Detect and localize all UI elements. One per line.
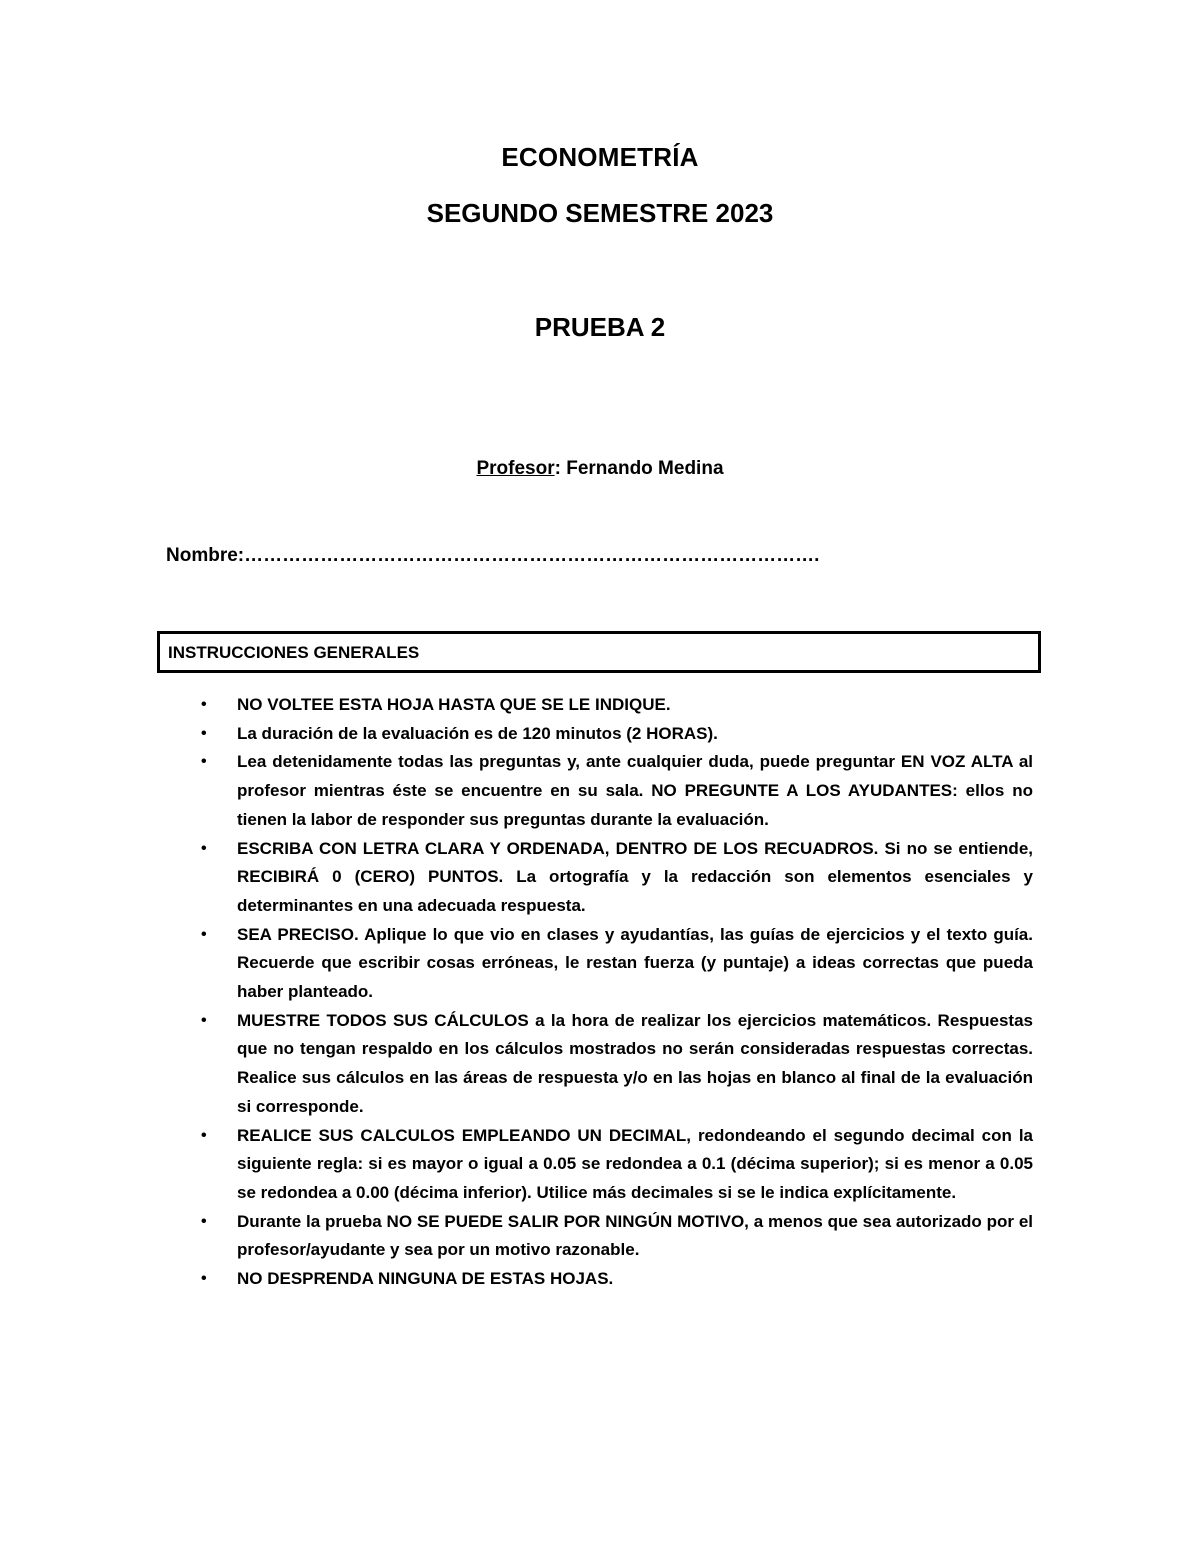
professor-separator: : (554, 458, 567, 479)
bullet-icon: • (201, 925, 207, 943)
instruction-text: La duración de la evaluación es de 120 minutos (2 HORAS). (237, 723, 718, 743)
instruction-text: MUESTRE TODOS SUS CÁLCULOS a la hora de realizar los ejercicios matemáticos. Respuestas que no tengan respaldo en los cálculos mostrados no serán consideradas respuestas correctas. Realice sus cálculos en las áreas de respuesta y/o en las hojas en blanco al final de la evaluación si corresponde. (237, 1010, 1033, 1116)
semester-title: SEGUNDO SEMESTRE 2023 (426, 198, 774, 228)
professor-label: Profesor (476, 458, 555, 479)
instruction-text: NO VOLTEE ESTA HOJA HASTA QUE SE LE INDIQUE. (237, 695, 671, 714)
instruction-text: SEA PRECISO. Aplique lo que vio en clases y ayudantías, las guías de ejercicios y el texto guía. Recuerde que escribir cosas erróneas, le restan fuerza (y puntaje) a ideas correctas que pueda haber planteado. (237, 924, 1033, 1002)
bullet-icon: • (201, 1126, 207, 1144)
course-title: ECONOMETRÍA (501, 142, 699, 172)
instruction-text: ESCRIBA CON LETRA CLARA Y ORDENADA, DENTRO DE LOS RECUADROS. Si no se entiende, RECIBIRÁ 0 (CERO) PUNTOS. La ortografía y la redacción son elementos esenciales y determinantes en una adecuada respuesta. (237, 838, 1033, 915)
professor-line (0, 458, 1200, 480)
bullet-icon: • (201, 1212, 207, 1230)
bullet-icon: • (201, 696, 207, 713)
instruction-text: REALICE SUS CALCULOS EMPLEANDO UN DECIMAL, redondeando el segundo decimal con la siguiente regla: si es mayor o igual a 0.05 se redondea a 0.1 (décima superior); si es menor a 0.05 se redondea a 0.00 (décima inferior). Utilice más decimales si se le indica explícitamente. (237, 1125, 1033, 1202)
bullet-icon: • (201, 753, 207, 771)
list-item (201, 1265, 1033, 1294)
list-item (201, 748, 1033, 834)
bullet-icon: • (201, 839, 207, 857)
instructions-list (201, 691, 1033, 1294)
list-item (201, 691, 1033, 720)
list-item (201, 835, 1033, 921)
list-item (201, 720, 1033, 749)
bullet-icon: • (201, 724, 207, 742)
list-item (201, 1208, 1033, 1265)
list-item (201, 921, 1033, 1007)
instruction-text: Lea detenidamente todas las preguntas y, ante cualquier duda, puede preguntar EN VOZ ALTA al profesor mientras éste se encuentre en su sala. NO PREGUNTE A LOS AYUDANTES: ellos no tienen la labor de responder sus preguntas durante la evaluación. (237, 752, 1033, 829)
instruction-text: NO DESPRENDA NINGUNA DE ESTAS HOJAS. (237, 1269, 614, 1289)
exam-title: PRUEBA 2 (534, 312, 666, 342)
instructions-header-box (157, 631, 1041, 673)
instruction-text: Durante la prueba NO SE PUEDE SALIR POR NINGÚN MOTIVO, a menos que sea autorizado por el profesor/ayudante y sea por un motivo razonable. (237, 1211, 1033, 1260)
list-item (201, 1122, 1033, 1208)
bullet-icon: • (201, 1011, 207, 1029)
professor-name: Fernando Medina (566, 458, 724, 479)
list-item (201, 1007, 1033, 1122)
student-name-field: Nombre:………………………………………………………………………………. (166, 545, 820, 566)
instructions-title: INSTRUCCIONES GENERALES (168, 643, 420, 662)
bullet-icon: • (201, 1270, 207, 1288)
